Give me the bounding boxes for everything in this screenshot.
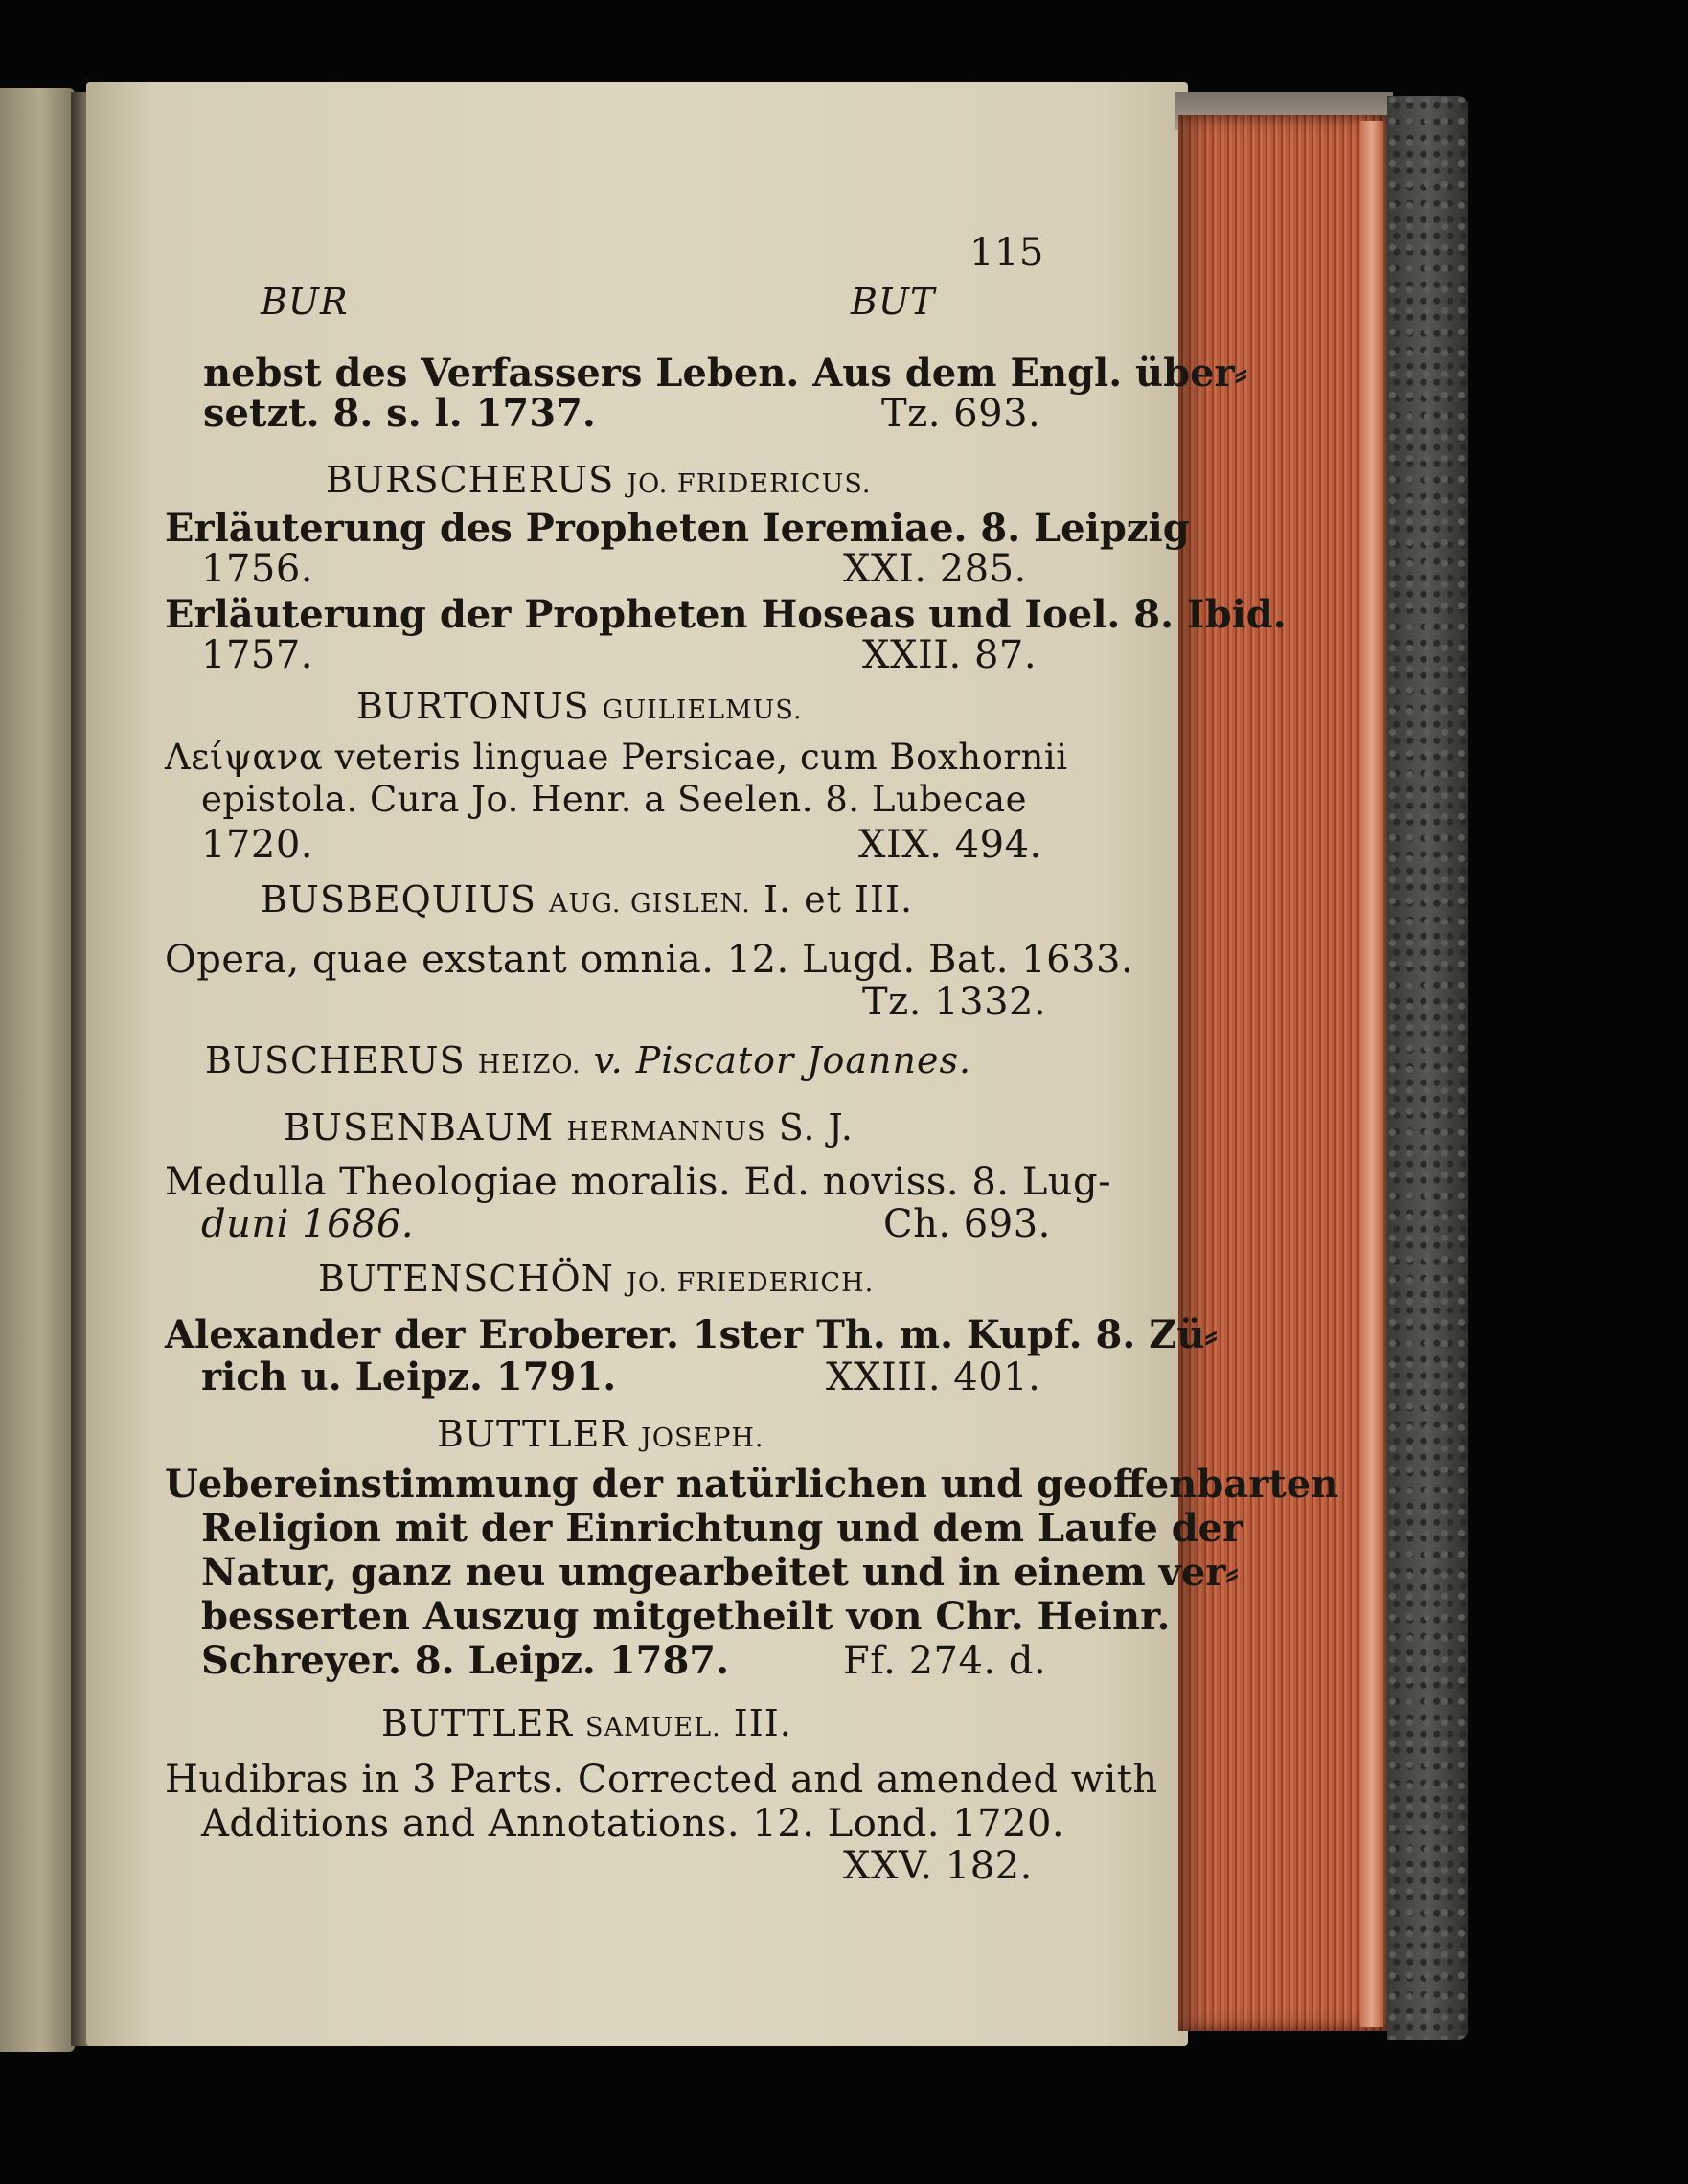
entry-reference: XXIII. 401. [826, 1355, 1041, 1399]
author-heading [205, 1039, 972, 1081]
entry-reference: XIX. 494. [858, 823, 1042, 867]
entry-line: 1756. [201, 547, 314, 591]
entry-line: Natur, ganz neu umgearbeitet und in einem ver⸗ [201, 1550, 1239, 1595]
author-surname: BURSCHERUS [326, 459, 615, 501]
entry-line: Additions and Annotations. 12. Lond. 1720. [201, 1802, 1065, 1846]
entry-line: 1720. [201, 823, 314, 867]
entry-line: nebst des Verfassers Leben. Aus dem Engl. über⸗ [203, 351, 1247, 396]
entry-reference: Tz. 693. [881, 392, 1041, 436]
entry-line: besserten Auszug mitgetheilt von Chr. Heinr. [201, 1594, 1171, 1639]
author-given-name: HERMANNUS [566, 1117, 766, 1147]
author-heading [356, 685, 803, 727]
author-heading [318, 1258, 875, 1300]
author-surname: BUSCHERUS [205, 1039, 466, 1081]
entry-line: Alexander der Eroberer. 1ster Th. m. Kupf. 8. Zü⸗ [165, 1312, 1218, 1357]
page-number: 115 [969, 231, 1044, 275]
author-heading [284, 1106, 854, 1149]
entry-line: Erläuterung der Propheten Hoseas und Ioel. 8. Ibid. [165, 592, 1287, 637]
author-given-name: JOSEPH. [641, 1423, 764, 1453]
author-surname: BUSENBAUM [284, 1106, 555, 1149]
author-given-name: JO. FRIDERICUS. [627, 469, 872, 499]
author-given-name: GUILIELMUS. [602, 695, 803, 725]
author-heading [437, 1413, 764, 1455]
running-head-left: BUR [261, 281, 349, 323]
entry-line: 1757. [201, 633, 314, 677]
entry-line: Medulla Theologiae moralis. Ed. noviss. 8. Lug- [165, 1160, 1112, 1204]
author-heading [261, 878, 914, 921]
author-heading [326, 459, 872, 501]
author-given-name: JO. FRIEDERICH. [627, 1268, 875, 1298]
author-note: III. [733, 1702, 792, 1744]
entry-reference: Ff. 274. d. [843, 1639, 1047, 1683]
entry-line: duni 1686. [201, 1202, 415, 1246]
entry-line: setzt. 8. s. l. 1737. [203, 391, 596, 436]
author-surname: BUTTLER [381, 1702, 573, 1744]
author-surname: BUSBEQUIUS [261, 878, 536, 921]
entry-line: Erläuterung des Propheten Ieremiae. 8. Leipzig [165, 506, 1190, 551]
entry-line: Schreyer. 8. Leipz. 1787. [201, 1638, 730, 1683]
author-surname: BUTTLER [437, 1413, 628, 1455]
entry-line: epistola. Cura Jo. Henr. a Seelen. 8. Lubecae [201, 779, 1027, 820]
entry-line: Λείψανα veteris linguae Persicae, cum Boxhornii [165, 737, 1068, 778]
author-surname: BURTONUS [356, 685, 590, 727]
entry-line: rich u. Leipz. 1791. [201, 1354, 617, 1399]
entry-reference: XXII. 87. [862, 633, 1038, 677]
cross-reference: v. Piscator Joannes. [593, 1039, 972, 1081]
entry-line: Uebereinstimmung der natürlichen und geoffenbarten [165, 1462, 1339, 1507]
author-surname: BUTENSCHÖN [318, 1258, 614, 1300]
entry-reference: Tz. 1332. [862, 980, 1047, 1024]
entry-line: Opera, quae exstant omnia. 12. Lugd. Bat. 1633. [165, 938, 1134, 982]
entry-reference: Ch. 693. [883, 1202, 1051, 1246]
author-given-name: AUG. GISLEN. [549, 889, 751, 919]
running-head-right: BUT [851, 281, 936, 323]
entry-reference: XXV. 182. [843, 1844, 1033, 1888]
author-note: I. et III. [763, 878, 914, 921]
author-note: S. J. [778, 1106, 854, 1149]
author-given-name: HEIZO. [477, 1050, 582, 1080]
author-heading [381, 1702, 792, 1744]
entry-line: Hudibras in 3 Parts. Corrected and amended with [165, 1758, 1158, 1802]
entry-reference: XXI. 285. [843, 547, 1027, 591]
entry-line: Religion mit der Einrichtung und dem Laufe der [201, 1506, 1243, 1551]
author-given-name: SAMUEL. [585, 1713, 721, 1742]
